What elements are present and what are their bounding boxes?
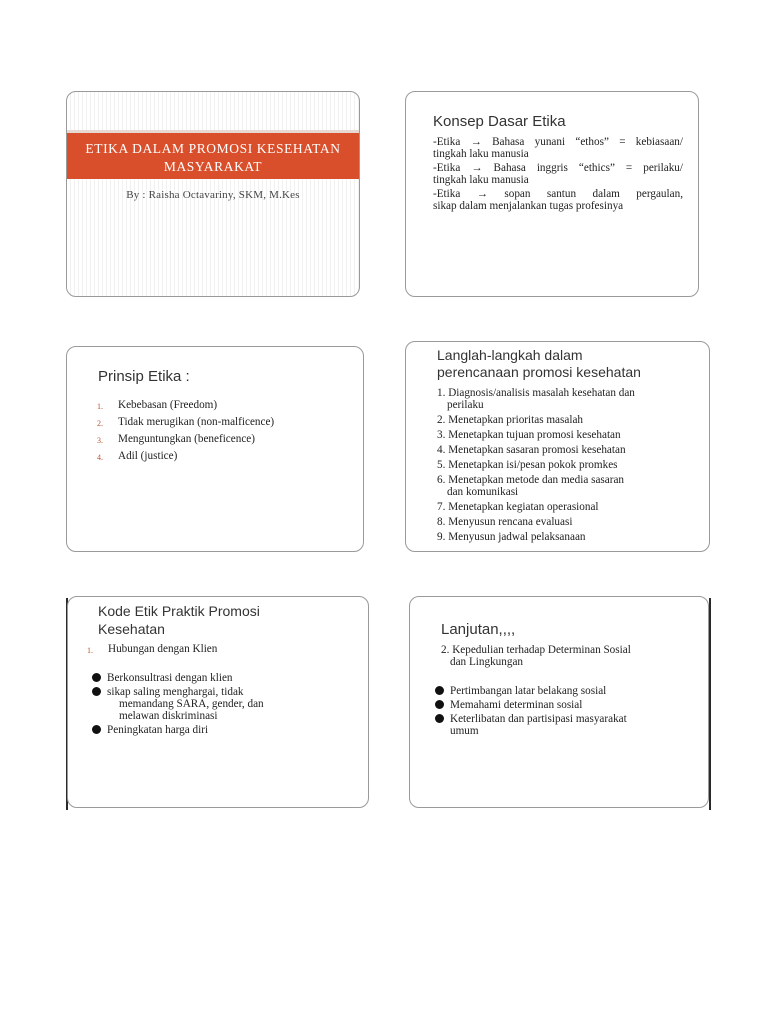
list-item: 7. Menetapkan kegiatan operasional xyxy=(437,501,599,513)
author-subtitle: By : Raisha Octavariny, SKM, M.Kes xyxy=(126,189,300,201)
definition-item: -Etika → sopan santun dalam pergaulan, sikap dalam menjalankan tugas profesinya xyxy=(433,188,683,212)
slide-heading: Lanjutan,,,, xyxy=(441,621,516,638)
list-item: 4. Adil (justice) xyxy=(97,450,178,462)
bullet-icon xyxy=(435,686,444,695)
slide-heading: Kode Etik Praktik Promosi Kesehatan xyxy=(98,603,260,637)
intro-item: 2. Kepedulian terhadap Determinan Sosial dan Lingkungan xyxy=(441,644,631,668)
bullet-icon xyxy=(92,673,101,682)
definition-item: -Etika → Bahasa inggris “ethics” = perilaku/ tingkah laku manusia xyxy=(433,162,683,186)
list-item: 4. Menetapkan sasaran promosi kesehatan xyxy=(437,444,626,456)
bullet-list xyxy=(92,672,352,736)
slide-kode-etik xyxy=(67,596,369,808)
slide-title-line1: ETIKA DALAM PROMOSI KESEHATAN xyxy=(85,141,341,156)
bullet-icon xyxy=(435,700,444,709)
list-item: 1. Kebebasan (Freedom) xyxy=(97,399,218,411)
slide-heading: Prinsip Etika : xyxy=(98,368,190,385)
definition-list xyxy=(433,136,683,212)
slide-konsep-dasar-etika xyxy=(405,91,699,297)
slide-title-line2: MASYARAKAT xyxy=(163,159,263,174)
list-item: Peningkatan harga diri xyxy=(92,724,352,736)
definition-item: -Etika → Bahasa yunani “ethos” = kebiasaan/ tingkah laku manusia xyxy=(433,136,683,160)
list-item: 2. Menetapkan prioritas masalah xyxy=(437,414,584,426)
list-item: 8. Menyusun rencana evaluasi xyxy=(437,516,573,528)
slide-heading: Konsep Dasar Etika xyxy=(433,113,566,130)
list-item: Memahami determinan sosial xyxy=(435,699,703,711)
title-band xyxy=(67,130,359,179)
bullet-icon xyxy=(435,714,444,723)
list-item: 9. Menyusun jadwal pelaksanaan xyxy=(437,531,586,543)
numbered-item: 1. Hubungan dengan Klien xyxy=(87,643,218,655)
slide-title xyxy=(66,91,360,297)
steps-list xyxy=(437,387,705,543)
slide-lanjutan xyxy=(409,596,709,808)
list-item: sikap saling menghargai, tidak memandang SARA, gender, dan melawan diskriminasi xyxy=(92,686,352,722)
slide-prinsip-etika xyxy=(66,346,364,552)
slide-langkah-perencanaan xyxy=(405,341,710,552)
list-item: Keterlibatan dan partisipasi masyarakat umum xyxy=(435,713,703,737)
list-item: Berkonsultrasi dengan klien xyxy=(92,672,352,684)
list-item: 5. Menetapkan isi/pesan pokok promkes xyxy=(437,459,618,471)
list-item: 3. Menetapkan tujuan promosi kesehatan xyxy=(437,429,621,441)
bullet-icon xyxy=(92,687,101,696)
list-item: Pertimbangan latar belakang sosial xyxy=(435,685,703,697)
list-item: 2. Tidak merugikan (non-malficence) xyxy=(97,416,275,428)
bullet-list xyxy=(435,685,703,737)
list-item: 1. Diagnosis/analisis masalah kesehatan dan perilaku xyxy=(437,387,635,411)
list-item: 3. Menguntungkan (beneficence) xyxy=(97,433,255,445)
bullet-icon xyxy=(92,725,101,734)
slide-heading: Langlah-langkah dalam perencanaan promosi kesehatan xyxy=(437,347,641,380)
list-item: 6. Menetapkan metode dan media sasaran dan komunikasi xyxy=(437,474,625,498)
slide-edge-line xyxy=(709,598,711,810)
principle-list xyxy=(97,399,347,464)
